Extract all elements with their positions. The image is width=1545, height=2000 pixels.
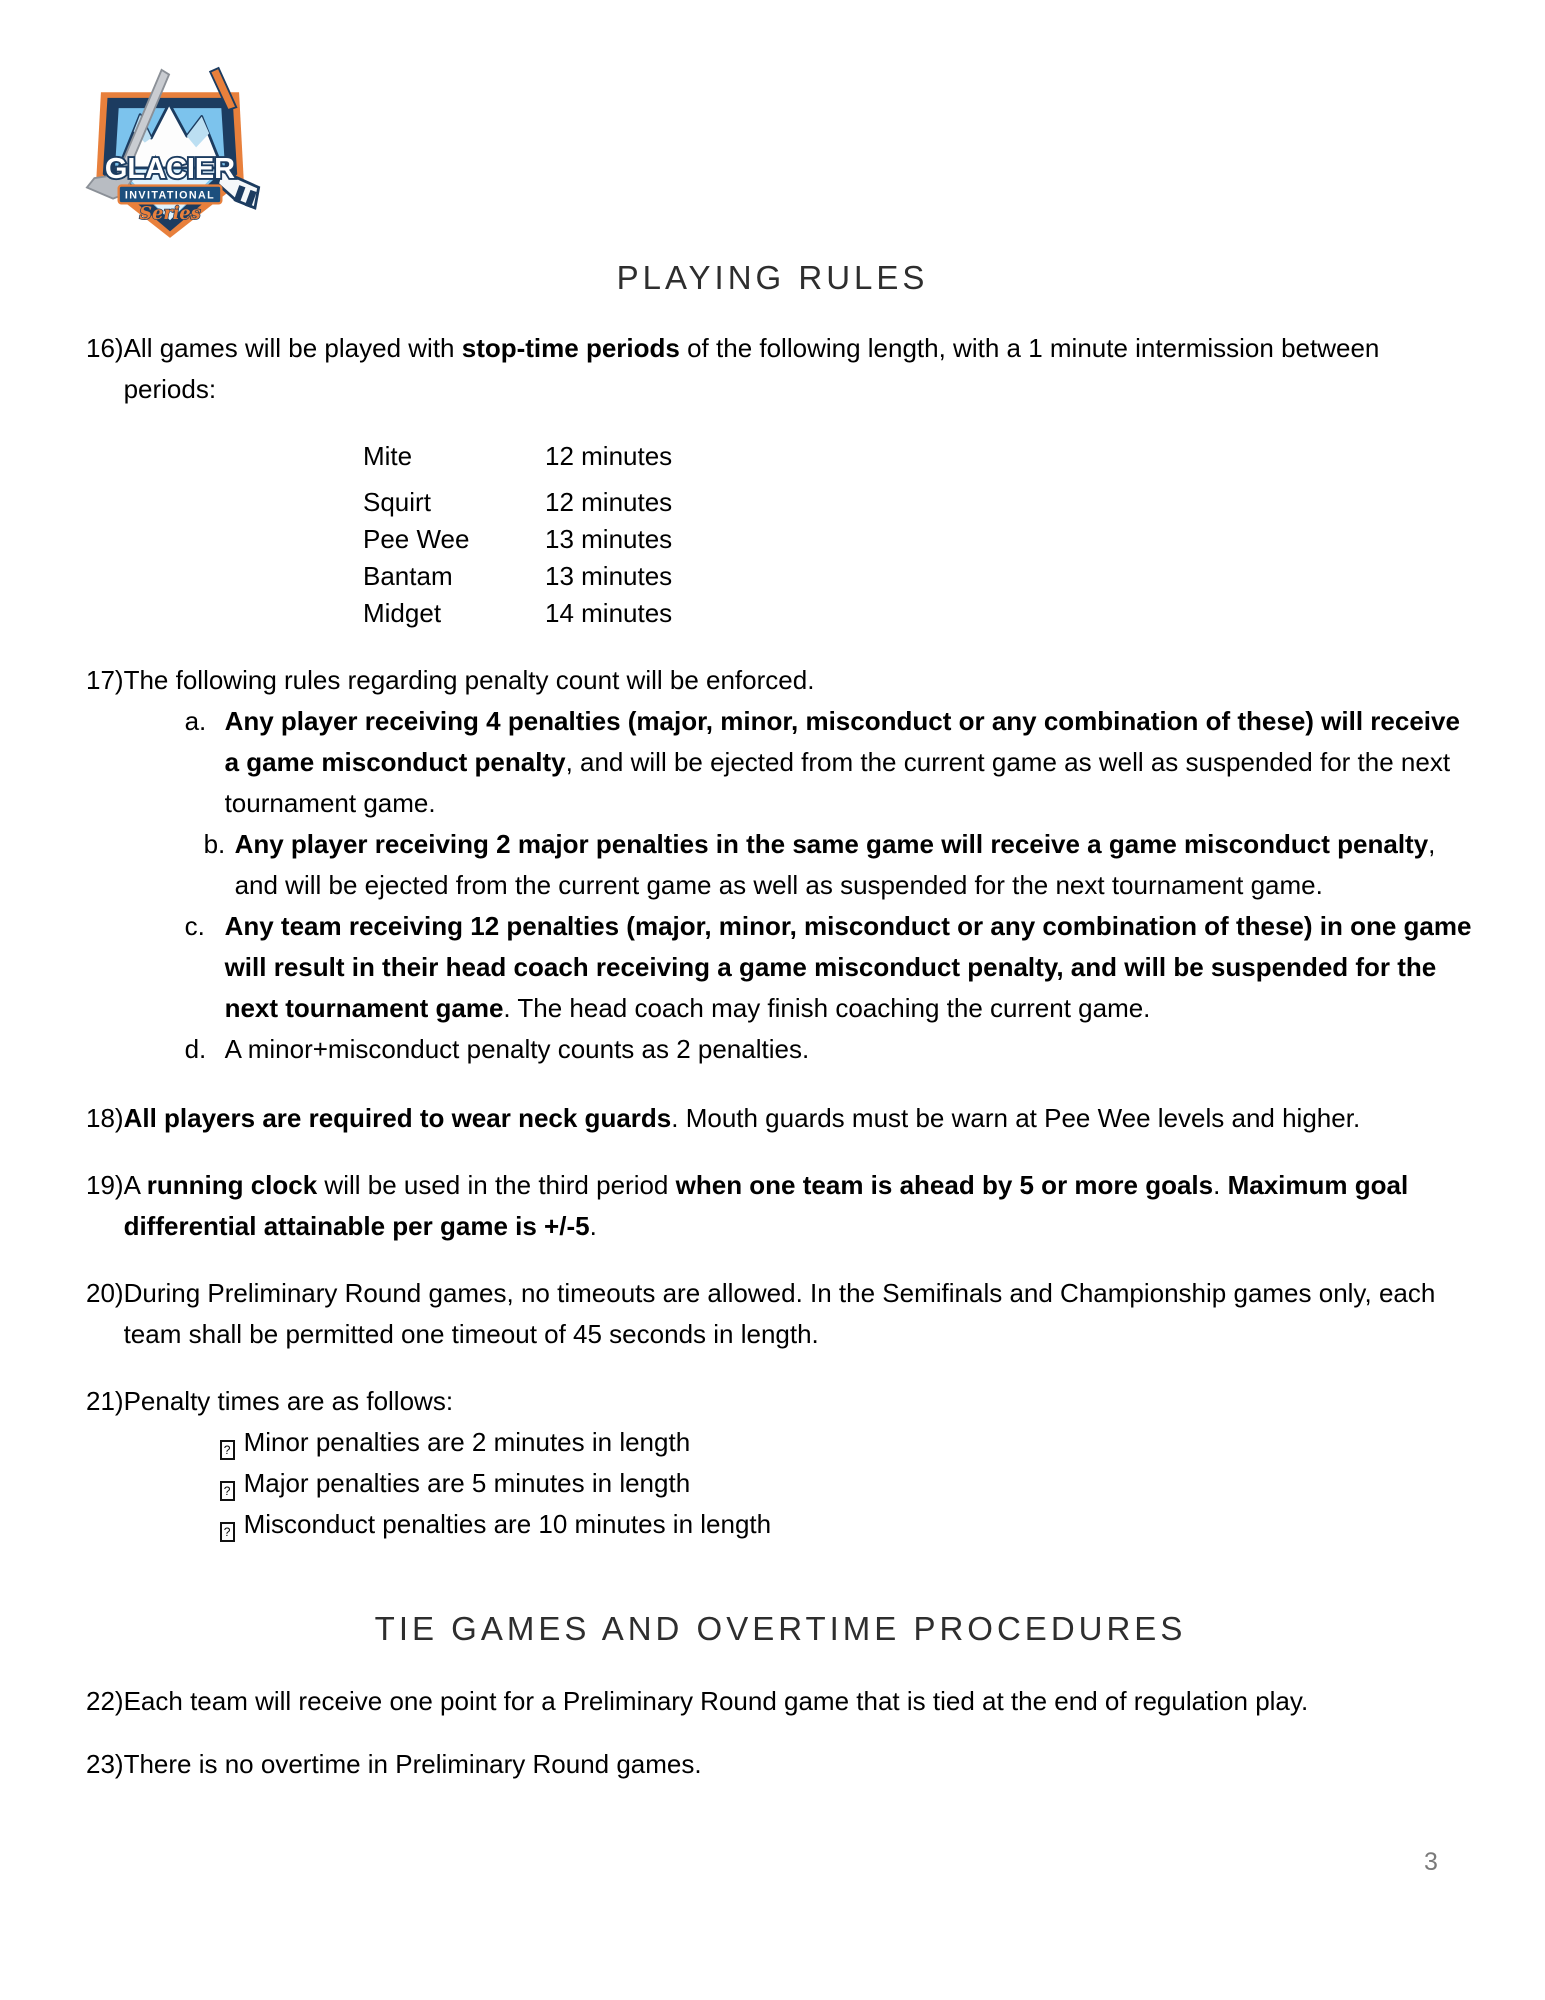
- table-row: [363, 595, 1475, 632]
- division-cell: Midget: [363, 598, 442, 628]
- rule-20-text: During Preliminary Round games, no timeouts are allowed. In the Semifinals and Championship games only, each team shall be permitted one timeout of 45 seconds in length.: [123, 1278, 1436, 1349]
- rule-17d: [185, 1029, 1475, 1070]
- rule-17c-label: c.: [184, 911, 205, 941]
- rule-23-number: 23): [86, 1749, 124, 1779]
- bullet-text: Major penalties are 5 minutes in length: [243, 1468, 691, 1498]
- penalty-time-bullet: [220, 1504, 1475, 1545]
- length-cell: 13 minutes: [545, 524, 673, 554]
- rule-19-number: 19): [86, 1170, 124, 1200]
- length-cell: 13 minutes: [545, 561, 673, 591]
- missing-glyph-bullet-icon: ?: [220, 1481, 235, 1501]
- rule-17b-label: b.: [203, 829, 226, 859]
- penalty-time-bullet: [220, 1463, 1475, 1504]
- missing-glyph-bullet-icon: ?: [220, 1522, 235, 1542]
- table-row: [363, 558, 1475, 595]
- bullet-text: Misconduct penalties are 10 minutes in length: [243, 1509, 772, 1539]
- logo-title: GLACIER: [104, 153, 236, 186]
- rule-17b: [204, 824, 1475, 906]
- rule-17-number: 17): [86, 665, 124, 695]
- rule-21: [86, 1381, 1475, 1545]
- division-cell: Bantam: [363, 561, 453, 591]
- rule-18-number: 18): [86, 1103, 124, 1133]
- rule-20-number: 20): [86, 1278, 124, 1308]
- rule-22: [86, 1681, 1475, 1722]
- rule-17: [86, 660, 1475, 1070]
- playing-rules-heading: PLAYING RULES: [616, 259, 929, 296]
- period-length-table: [363, 438, 1475, 632]
- rule-21-intro: Penalty times are as follows:: [123, 1386, 454, 1416]
- logo-subtitle: INVITATIONAL: [124, 189, 216, 202]
- table-row: [363, 438, 1475, 475]
- rule-22-number: 22): [86, 1686, 124, 1716]
- glacier-logo: [72, 58, 268, 246]
- page-number: 3: [1424, 1848, 1438, 1876]
- rule-17c-text: Any team receiving 12 penalties (major, minor, misconduct or any combination of these) in one game will result in their head coach receiving a game misconduct penalty, and will be suspended for the next tournament game. The head coach may finish coaching the current game.: [224, 911, 1472, 1023]
- division-cell: Mite: [363, 441, 413, 471]
- rule-18: [86, 1098, 1475, 1139]
- rule-17-intro: The following rules regarding penalty count will be enforced.: [123, 665, 815, 695]
- length-cell: 12 minutes: [545, 487, 673, 517]
- length-cell: 14 minutes: [545, 598, 673, 628]
- rule-17c: [185, 906, 1475, 1029]
- rule-17a: [185, 701, 1475, 824]
- length-cell: 12 minutes: [545, 441, 673, 471]
- tie-games-heading: TIE GAMES AND OVERTIME PROCEDURES: [374, 1610, 1187, 1647]
- table-row: [363, 484, 1475, 521]
- rule-16-number: 16): [86, 333, 124, 363]
- rule-23-text: There is no overtime in Preliminary Round games.: [123, 1749, 702, 1779]
- penalty-time-bullet: [220, 1422, 1475, 1463]
- division-cell: Squirt: [363, 487, 431, 517]
- rule-17a-label: a.: [184, 706, 207, 736]
- bullet-text: Minor penalties are 2 minutes in length: [243, 1427, 691, 1457]
- rule-17d-text: A minor+misconduct penalty counts as 2 penalties.: [224, 1034, 810, 1064]
- rule-20: [86, 1273, 1475, 1355]
- rule-19-text: A running clock will be used in the third period when one team is ahead by 5 or more goals. Maximum goal differential attainable per game is +/-5.: [123, 1170, 1409, 1241]
- rule-18-text: All players are required to wear neck guards. Mouth guards must be warn at Pee Wee levels and higher.: [123, 1103, 1361, 1133]
- rule-17b-text: Any player receiving 2 major penalties in the same game will receive a game misconduct penalty, and will be ejected from the current game as well as suspended for the next tournament game.: [234, 829, 1436, 900]
- rule-17a-text: Any player receiving 4 penalties (major, minor, misconduct or any combination of these) will receive a game misconduct penalty, and will be ejected from the current game as well as suspended for the next tournament game.: [224, 706, 1460, 818]
- rule-16: [86, 328, 1475, 410]
- rule-16-text: All games will be played with stop-time periods of the following length, with a 1 minute intermission between periods:: [123, 333, 1380, 404]
- logo-script-word: Series: [139, 203, 201, 225]
- missing-glyph-bullet-icon: ?: [220, 1440, 235, 1460]
- rule-19: [86, 1165, 1475, 1247]
- table-row: [363, 521, 1475, 558]
- rule-17d-label: d.: [184, 1034, 207, 1064]
- rule-23: [86, 1744, 1475, 1785]
- rule-21-number: 21): [86, 1386, 124, 1416]
- division-cell: Pee Wee: [363, 524, 470, 554]
- rule-22-text: Each team will receive one point for a Preliminary Round game that is tied at the end of regulation play.: [123, 1686, 1309, 1716]
